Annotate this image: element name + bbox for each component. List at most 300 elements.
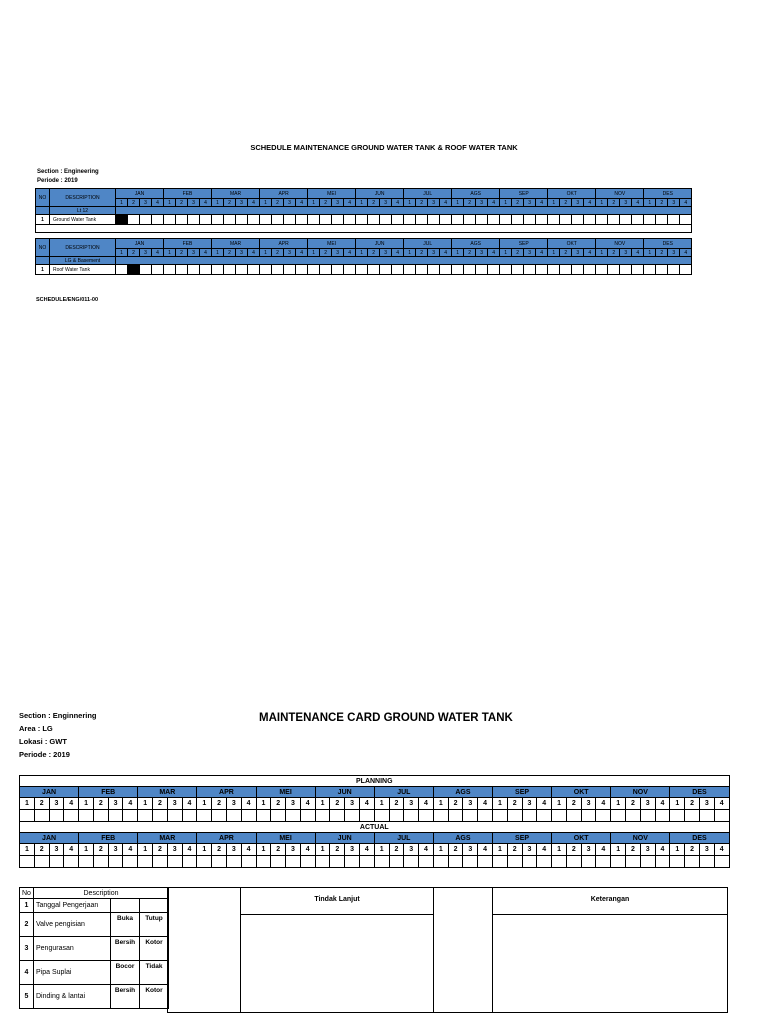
week-cell[interactable]: [380, 215, 392, 225]
week-cell[interactable]: [260, 215, 272, 225]
week-cell[interactable]: [284, 215, 296, 225]
week-number: 4: [248, 199, 260, 207]
month-header: SEP: [493, 787, 552, 798]
week-number: 3: [345, 798, 360, 810]
week-cell[interactable]: [176, 265, 188, 275]
actual-entry-cell[interactable]: [714, 856, 729, 868]
actual-entry-cell[interactable]: [359, 856, 374, 868]
planning-entry-cell[interactable]: [714, 810, 729, 822]
week-number: 4: [488, 199, 500, 207]
week-cell[interactable]: [440, 265, 452, 275]
week-cell[interactable]: [440, 215, 452, 225]
week-cell[interactable]: [284, 265, 296, 275]
planning-entry-cell[interactable]: [20, 810, 35, 822]
week-cell[interactable]: [128, 215, 140, 225]
week-cell[interactable]: [212, 215, 224, 225]
week-number: 1: [315, 798, 330, 810]
week-cell[interactable]: [596, 215, 608, 225]
week-number: 4: [714, 844, 729, 856]
week-cell[interactable]: [428, 215, 440, 225]
week-cell[interactable]: [428, 265, 440, 275]
week-cell[interactable]: [464, 265, 476, 275]
week-number: 3: [522, 844, 537, 856]
week-cell[interactable]: [536, 215, 548, 225]
month-header: JAN: [20, 787, 79, 798]
week-cell[interactable]: [416, 215, 428, 225]
week-cell[interactable]: [416, 265, 428, 275]
week-cell[interactable]: [344, 215, 356, 225]
planning-entry-cell[interactable]: [286, 810, 301, 822]
planning-entry-cell[interactable]: [463, 810, 478, 822]
week-cell[interactable]: [404, 265, 416, 275]
actual-entry-cell[interactable]: [670, 856, 685, 868]
week-cell[interactable]: [260, 265, 272, 275]
week-header-row: [36, 199, 692, 207]
planning-entry-cell[interactable]: [389, 810, 404, 822]
actual-entry-cell[interactable]: [167, 856, 182, 868]
checklist-option[interactable]: Bersih: [111, 985, 140, 1009]
week-cell[interactable]: [488, 265, 500, 275]
checklist-option[interactable]: Bocor: [111, 961, 140, 985]
week-number: 2: [212, 844, 227, 856]
week-cell[interactable]: [188, 215, 200, 225]
week-cell[interactable]: [140, 265, 152, 275]
week-number: 4: [440, 249, 452, 257]
week-cell[interactable]: [320, 265, 332, 275]
checklist-description: Dinding & lantai: [34, 985, 111, 1009]
planning-month-row: [20, 787, 730, 798]
week-number: 4: [123, 844, 138, 856]
planning-entry-cell[interactable]: [271, 810, 286, 822]
week-number: 3: [404, 844, 419, 856]
planning-entry-cell[interactable]: [345, 810, 360, 822]
month-header: MEI: [256, 833, 315, 844]
week-cell[interactable]: [332, 215, 344, 225]
actual-entry-cell[interactable]: [212, 856, 227, 868]
actual-entry-cell[interactable]: [404, 856, 419, 868]
actual-entry-cell[interactable]: [182, 856, 197, 868]
planning-entry-cell[interactable]: [153, 810, 168, 822]
checklist-option[interactable]: Tutup: [140, 913, 169, 937]
week-cell[interactable]: [224, 265, 236, 275]
actual-entry-cell[interactable]: [286, 856, 301, 868]
week-cell[interactable]: [560, 265, 572, 275]
planning-entry-cell[interactable]: [404, 810, 419, 822]
week-cell[interactable]: [392, 265, 404, 275]
planning-entry-cell[interactable]: [507, 810, 522, 822]
week-number: 3: [140, 249, 152, 257]
week-number: 4: [488, 249, 500, 257]
week-number: 1: [644, 199, 656, 207]
week-number: 1: [260, 199, 272, 207]
week-cell[interactable]: [332, 265, 344, 275]
week-cell[interactable]: [380, 265, 392, 275]
card-lokasi: Lokasi : GWT: [19, 737, 67, 746]
week-cell[interactable]: [116, 265, 128, 275]
actual-entry-cell[interactable]: [566, 856, 581, 868]
planning-entry-cell[interactable]: [655, 810, 670, 822]
week-cell[interactable]: [296, 265, 308, 275]
actual-entry-cell[interactable]: [493, 856, 508, 868]
week-number: 4: [419, 798, 434, 810]
actual-entry-cell[interactable]: [433, 856, 448, 868]
actual-entry-cell[interactable]: [79, 856, 94, 868]
week-number: 3: [108, 798, 123, 810]
actual-entry-cell[interactable]: [197, 856, 212, 868]
week-number: 4: [64, 798, 79, 810]
week-cell[interactable]: [476, 215, 488, 225]
group-no-cell: [36, 257, 50, 265]
week-number: 1: [356, 249, 368, 257]
card-periode: Periode : 2019: [19, 750, 70, 759]
planning-entry-cell[interactable]: [566, 810, 581, 822]
planning-entry-cell[interactable]: [315, 810, 330, 822]
actual-entry-cell[interactable]: [522, 856, 537, 868]
week-cell[interactable]: [452, 215, 464, 225]
week-cell[interactable]: [152, 215, 164, 225]
actual-entry-cell[interactable]: [49, 856, 64, 868]
week-cell[interactable]: [620, 215, 632, 225]
week-number: 1: [212, 249, 224, 257]
planning-entry-cell[interactable]: [108, 810, 123, 822]
month-header: JAN: [116, 189, 164, 199]
week-number: 3: [581, 844, 596, 856]
planning-entry-cell[interactable]: [699, 810, 714, 822]
week-cell[interactable]: [536, 265, 548, 275]
week-number: 1: [433, 844, 448, 856]
planning-entry-cell[interactable]: [49, 810, 64, 822]
week-cell[interactable]: [224, 215, 236, 225]
planning-entry-cell[interactable]: [64, 810, 79, 822]
week-number: 1: [197, 844, 212, 856]
checklist-description: Valve pengisian: [34, 913, 111, 937]
week-cell[interactable]: [404, 215, 416, 225]
week-number: 3: [49, 844, 64, 856]
month-header: JUN: [315, 787, 374, 798]
actual-entry-cell[interactable]: [108, 856, 123, 868]
week-number: 1: [611, 844, 626, 856]
planning-entry-cell[interactable]: [79, 810, 94, 822]
month-header: AGS: [433, 787, 492, 798]
planning-entry-cell[interactable]: [359, 810, 374, 822]
planning-entry-cell[interactable]: [581, 810, 596, 822]
actual-entry-cell[interactable]: [611, 856, 626, 868]
actual-entry-cell[interactable]: [463, 856, 478, 868]
actual-entry-cell[interactable]: [640, 856, 655, 868]
planning-entry-cell[interactable]: [226, 810, 241, 822]
week-cell[interactable]: [248, 215, 260, 225]
scheduled-week-cell[interactable]: [116, 215, 128, 225]
week-cell[interactable]: [392, 215, 404, 225]
week-number: 3: [236, 249, 248, 257]
week-number: 3: [404, 798, 419, 810]
actual-entry-cell[interactable]: [537, 856, 552, 868]
week-cell[interactable]: [500, 215, 512, 225]
actual-entry-cell[interactable]: [226, 856, 241, 868]
planning-entry-cell[interactable]: [374, 810, 389, 822]
actual-entry-cell[interactable]: [685, 856, 700, 868]
planning-entry-cell[interactable]: [552, 810, 567, 822]
actual-entry-cell[interactable]: [699, 856, 714, 868]
week-cell[interactable]: [668, 265, 680, 275]
checklist-option[interactable]: Buka: [111, 913, 140, 937]
planning-entry-cell[interactable]: [626, 810, 641, 822]
week-cell[interactable]: [236, 215, 248, 225]
actual-entry-cell[interactable]: [345, 856, 360, 868]
week-cell[interactable]: [452, 265, 464, 275]
week-cell[interactable]: [368, 215, 380, 225]
week-cell[interactable]: [320, 215, 332, 225]
week-number: 1: [197, 798, 212, 810]
week-number: 2: [416, 199, 428, 207]
planning-entry-cell[interactable]: [256, 810, 271, 822]
week-cell[interactable]: [200, 215, 212, 225]
actual-entry-cell[interactable]: [507, 856, 522, 868]
actual-entry-cell[interactable]: [581, 856, 596, 868]
week-cell[interactable]: [248, 265, 260, 275]
week-cell[interactable]: [548, 215, 560, 225]
week-cell[interactable]: [608, 215, 620, 225]
actual-entry-cell[interactable]: [241, 856, 256, 868]
planning-entry-cell[interactable]: [93, 810, 108, 822]
week-number: 3: [524, 199, 536, 207]
actual-entry-cell[interactable]: [20, 856, 35, 868]
planning-entry-cell[interactable]: [197, 810, 212, 822]
week-number: 2: [34, 844, 49, 856]
week-number: 3: [380, 249, 392, 257]
week-cell[interactable]: [572, 215, 584, 225]
week-number: 2: [153, 798, 168, 810]
planning-entry-cell[interactable]: [537, 810, 552, 822]
scheduled-week-cell[interactable]: [128, 265, 140, 275]
week-cell[interactable]: [668, 215, 680, 225]
month-header: AGS: [452, 239, 500, 249]
actual-entry-cell[interactable]: [153, 856, 168, 868]
week-cell[interactable]: [548, 265, 560, 275]
actual-entry-cell[interactable]: [123, 856, 138, 868]
spacer-row: [36, 225, 692, 233]
week-cell[interactable]: [512, 215, 524, 225]
planning-entry-cell[interactable]: [138, 810, 153, 822]
week-cell[interactable]: [644, 215, 656, 225]
week-cell[interactable]: [680, 265, 692, 275]
actual-entry-cell[interactable]: [419, 856, 434, 868]
planning-entry-cell[interactable]: [241, 810, 256, 822]
week-number: 2: [212, 798, 227, 810]
planning-entry-cell[interactable]: [640, 810, 655, 822]
week-cell[interactable]: [212, 265, 224, 275]
week-number: 1: [138, 844, 153, 856]
planning-entry-cell[interactable]: [123, 810, 138, 822]
week-cell[interactable]: [644, 265, 656, 275]
actual-entry-cell[interactable]: [448, 856, 463, 868]
week-cell[interactable]: [656, 265, 668, 275]
week-number: 2: [224, 199, 236, 207]
actual-entry-cell[interactable]: [315, 856, 330, 868]
week-number: 2: [389, 798, 404, 810]
actual-entry-cell[interactable]: [330, 856, 345, 868]
actual-entry-cell[interactable]: [271, 856, 286, 868]
week-cell[interactable]: [464, 215, 476, 225]
week-number: 4: [596, 844, 611, 856]
keterangan-header: [493, 888, 727, 915]
col-description-header: Description: [34, 888, 169, 899]
planning-entry-cell[interactable]: [330, 810, 345, 822]
checklist-option: [111, 899, 140, 913]
week-cell[interactable]: [608, 265, 620, 275]
week-number: 1: [164, 199, 176, 207]
spacer-cell: [36, 225, 692, 233]
actual-entry-cell[interactable]: [655, 856, 670, 868]
week-number: 3: [236, 199, 248, 207]
month-header: FEB: [79, 787, 138, 798]
week-number: 2: [330, 844, 345, 856]
planning-entry-cell[interactable]: [493, 810, 508, 822]
week-number: 1: [552, 798, 567, 810]
week-number: 1: [116, 249, 128, 257]
planning-entry-cell[interactable]: [478, 810, 493, 822]
month-header: NOV: [596, 239, 644, 249]
planning-entry-cell[interactable]: [433, 810, 448, 822]
actual-entry-cell[interactable]: [300, 856, 315, 868]
week-number: 3: [332, 199, 344, 207]
week-cell[interactable]: [476, 265, 488, 275]
week-number: 1: [315, 844, 330, 856]
planning-entry-cell[interactable]: [596, 810, 611, 822]
week-number: 1: [260, 249, 272, 257]
week-cell[interactable]: [176, 215, 188, 225]
checklist-option[interactable]: Bersih: [111, 937, 140, 961]
month-header: OKT: [548, 189, 596, 199]
month-header: JUL: [374, 787, 433, 798]
week-cell[interactable]: [188, 265, 200, 275]
week-cell[interactable]: [272, 215, 284, 225]
month-header: FEB: [164, 239, 212, 249]
col-description-header: DESCRIPTION: [50, 239, 116, 257]
week-number: 4: [296, 199, 308, 207]
week-cell[interactable]: [140, 215, 152, 225]
week-cell[interactable]: [500, 265, 512, 275]
week-cell[interactable]: [632, 215, 644, 225]
planning-actual-table: [19, 775, 730, 868]
actual-entry-cell[interactable]: [256, 856, 271, 868]
planning-entry-cell[interactable]: [670, 810, 685, 822]
week-cell[interactable]: [656, 215, 668, 225]
planning-entry-cell[interactable]: [419, 810, 434, 822]
week-number: 3: [49, 798, 64, 810]
card-section: Section : Enginnering: [19, 711, 97, 720]
month-header: SEP: [500, 189, 548, 199]
week-number: 4: [392, 199, 404, 207]
week-cell[interactable]: [356, 215, 368, 225]
week-cell[interactable]: [524, 265, 536, 275]
actual-entry-cell[interactable]: [478, 856, 493, 868]
week-cell[interactable]: [308, 265, 320, 275]
actual-entry-cell[interactable]: [596, 856, 611, 868]
actual-entry-cell[interactable]: [374, 856, 389, 868]
week-number: 4: [200, 199, 212, 207]
week-cell[interactable]: [164, 215, 176, 225]
week-header-row: [36, 249, 692, 257]
planning-entry-cell[interactable]: [182, 810, 197, 822]
week-number: 4: [241, 798, 256, 810]
week-number: 2: [656, 199, 668, 207]
week-cell[interactable]: [584, 265, 596, 275]
week-number: 3: [522, 798, 537, 810]
planning-entry-cell[interactable]: [167, 810, 182, 822]
week-number: 2: [271, 844, 286, 856]
week-cell[interactable]: [272, 265, 284, 275]
actual-entry-cell[interactable]: [389, 856, 404, 868]
planning-entry-cell[interactable]: [522, 810, 537, 822]
planning-entry-cell[interactable]: [212, 810, 227, 822]
week-cell[interactable]: [488, 215, 500, 225]
planning-entry-cell[interactable]: [611, 810, 626, 822]
week-number: 3: [620, 249, 632, 257]
week-cell[interactable]: [560, 215, 572, 225]
planning-entry-cell[interactable]: [448, 810, 463, 822]
actual-entry-cell[interactable]: [552, 856, 567, 868]
month-header: JAN: [20, 833, 79, 844]
week-cell[interactable]: [632, 265, 644, 275]
week-cell[interactable]: [368, 265, 380, 275]
planning-entry-cell[interactable]: [300, 810, 315, 822]
actual-entry-cell[interactable]: [93, 856, 108, 868]
week-cell[interactable]: [596, 265, 608, 275]
month-header: APR: [197, 787, 256, 798]
actual-entry-cell[interactable]: [34, 856, 49, 868]
tindak-lanjut-header: [241, 888, 433, 915]
week-number: 1: [116, 199, 128, 207]
month-header: FEB: [79, 833, 138, 844]
week-number: 1: [308, 199, 320, 207]
checklist-option[interactable]: Tidak: [140, 961, 169, 985]
checklist-option[interactable]: Kotor: [140, 985, 169, 1009]
checklist-header-row: [20, 888, 169, 899]
week-number: 3: [699, 844, 714, 856]
week-cell[interactable]: [200, 265, 212, 275]
week-cell[interactable]: [236, 265, 248, 275]
actual-entry-cell[interactable]: [626, 856, 641, 868]
week-cell[interactable]: [308, 215, 320, 225]
checklist-option[interactable]: Kotor: [140, 937, 169, 961]
week-number: 3: [428, 249, 440, 257]
week-cell[interactable]: [296, 215, 308, 225]
week-number: 1: [611, 798, 626, 810]
week-cell[interactable]: [620, 265, 632, 275]
month-header: SEP: [493, 833, 552, 844]
card-meta: [19, 709, 97, 761]
week-cell[interactable]: [680, 215, 692, 225]
week-cell[interactable]: [584, 215, 596, 225]
week-cell[interactable]: [356, 265, 368, 275]
checklist-table: [19, 887, 169, 1009]
planning-entry-cell[interactable]: [685, 810, 700, 822]
week-cell[interactable]: [572, 265, 584, 275]
week-cell[interactable]: [164, 265, 176, 275]
actual-entry-cell[interactable]: [64, 856, 79, 868]
week-number: 3: [581, 798, 596, 810]
actual-entry-cell[interactable]: [138, 856, 153, 868]
week-cell[interactable]: [344, 265, 356, 275]
week-number: 2: [368, 199, 380, 207]
week-number: 1: [20, 798, 35, 810]
week-cell[interactable]: [512, 265, 524, 275]
planning-entry-cell[interactable]: [34, 810, 49, 822]
week-cell[interactable]: [524, 215, 536, 225]
week-number: 4: [680, 199, 692, 207]
week-cell[interactable]: [152, 265, 164, 275]
